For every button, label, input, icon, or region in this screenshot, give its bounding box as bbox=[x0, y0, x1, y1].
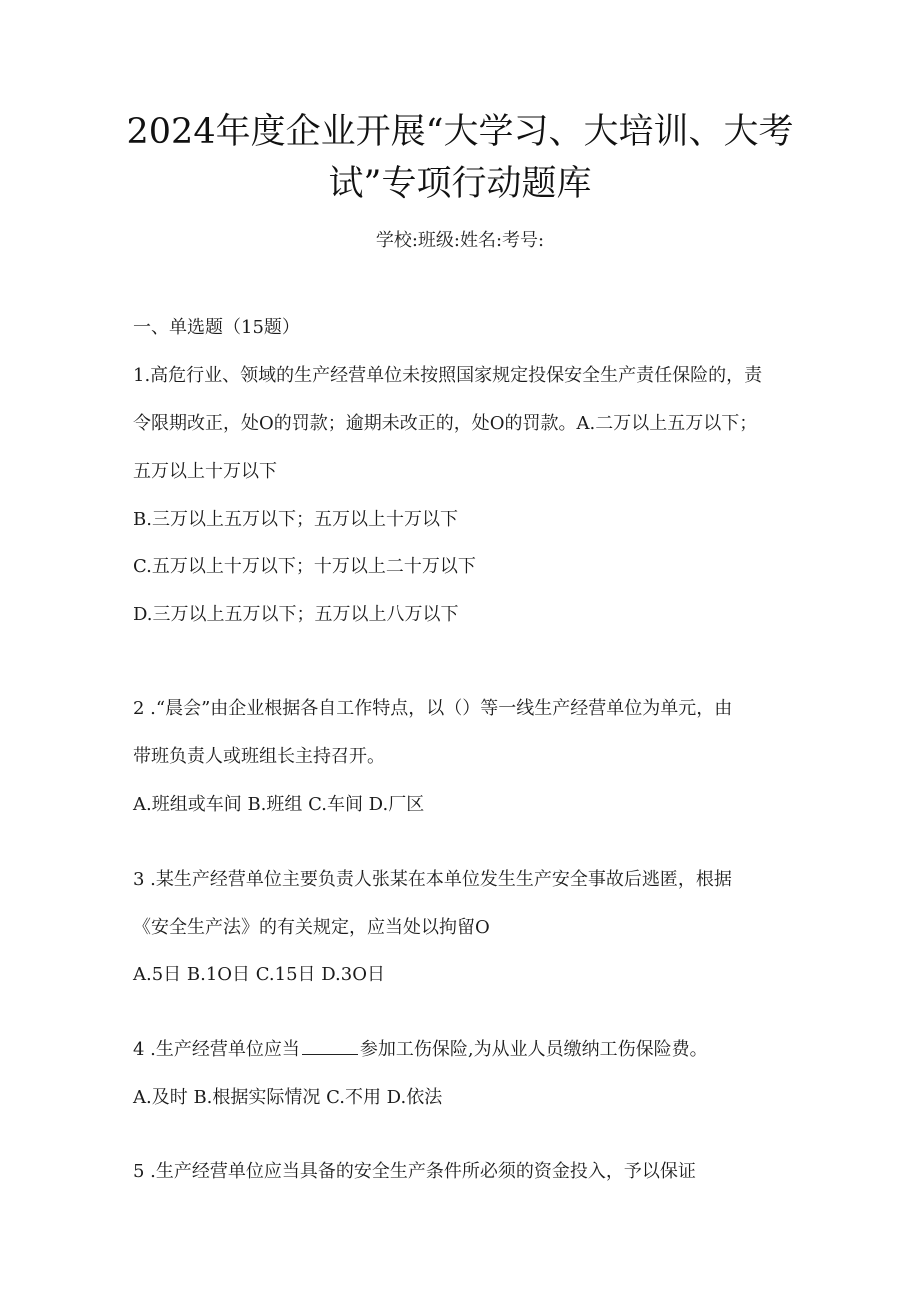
question-2-line-2: 带班负责人或班组长主持召开。 bbox=[133, 746, 385, 767]
question-2-options: A.班组或车间 B.班组 C.车间 D.厂区 bbox=[133, 794, 425, 815]
question-3-line-1: 3 .某生产经营单位主要负责人张某在本单位发生生产安全事故后逃匿，根据 bbox=[133, 869, 732, 890]
question-4-text-before-blank: 4 .生产经营单位应当 bbox=[133, 1039, 300, 1060]
question-4-text-after-blank: 参加工伤保险,为从业人员缴纳工伤保险费。 bbox=[359, 1039, 708, 1060]
question-1-line-1: 1.高危行业、领域的生产经营单位未按照国家规定投保安全生产责任保险的，责 bbox=[133, 365, 763, 386]
question-1-option-d: D.三万以上五万以下；五万以上八万以下 bbox=[133, 604, 459, 625]
document-title-line-2: 试”专项行动题库 bbox=[328, 164, 592, 204]
question-4-options: A.及时 B.根据实际情况 C.不用 D.依法 bbox=[133, 1087, 443, 1108]
question-3-line-2: 《安全生产法》的有关规定，应当处以拘留O bbox=[133, 917, 490, 938]
question-5-line-1: 5 .生产经营单位应当具备的安全生产条件所必须的资金投入，予以保证 bbox=[133, 1161, 696, 1182]
question-3-options: A.5日 B.1O日 C.15日 D.3O日 bbox=[133, 964, 385, 985]
question-1-option-c: C.五万以上十万以下；十万以上二十万以下 bbox=[133, 556, 476, 577]
question-1-line-3: 五万以上十万以下 bbox=[133, 461, 277, 482]
question-2-line-1: 2 .“晨会”由企业根据各自工作特点，以（）等一线生产经营单位为单元，由 bbox=[133, 698, 733, 719]
question-1-option-b: B.三万以上五万以下；五万以上十万以下 bbox=[133, 509, 458, 530]
question-4-line-1 bbox=[133, 1038, 708, 1062]
fill-in-blank bbox=[302, 1038, 358, 1055]
question-1-line-2: 令限期改正，处O的罚款；逾期未改正的，处O的罚款。A.二万以上五万以下； bbox=[133, 413, 758, 434]
section-heading: 一、单选题（15题） bbox=[133, 317, 300, 338]
document-title-line-1: 2024年度企业开展“大学习、大培训、大考 bbox=[126, 112, 794, 152]
student-info-line: 学校:班级:姓名:考号: bbox=[375, 230, 545, 251]
